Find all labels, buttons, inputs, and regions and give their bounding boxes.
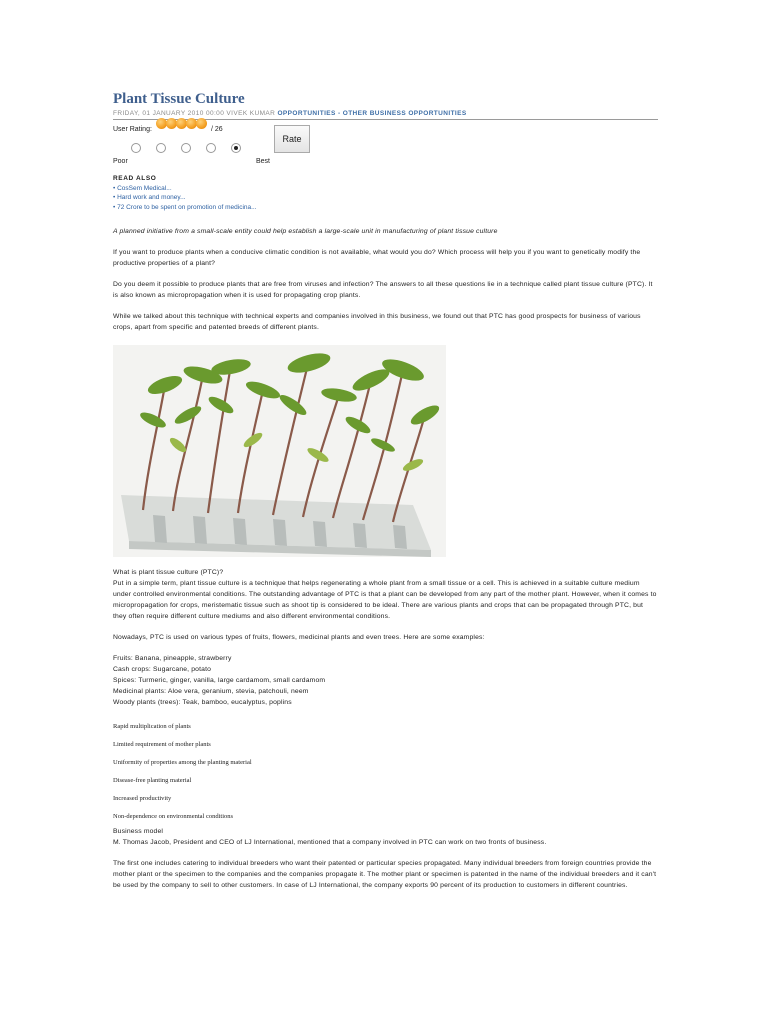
rating-radio-2[interactable] [156,143,166,153]
read-also-link[interactable]: • 72 Crore to be spent on promotion of medicina... [113,203,257,211]
examples-list [113,653,658,708]
rating-stars [156,118,206,129]
section-heading: Business model [113,828,164,835]
list-item: Fruits: Banana, pineapple, strawberry [113,655,232,662]
paragraph: If you want to produce plants when a conducive climatic condition is not available, what would you do? Which process will help you if you want to genetically modify the productive properties of a plant? [113,249,641,267]
list-item: Cash crops: Sugarcane, potato [113,666,212,673]
list-item: Disease-free planting material [113,777,192,784]
list-item: Medicinal plants: Aloe vera, geranium, stevia, patchouli, neem [113,688,309,695]
date-author: FRIDAY, 01 JANUARY 2010 00:00 VIVEK KUMAR [113,110,276,117]
category-link[interactable]: OPPORTUNITIES - OTHER BUSINESS OPPORTUNITIES [277,110,467,117]
read-also-link[interactable]: • Hard work and money... [113,194,186,201]
list-item: Non-dependence on environmental conditions [113,813,234,820]
list-item: Limited requirement of mother plants [113,741,211,748]
article-title: Plant Tissue Culture [113,91,245,107]
rating-radio-5[interactable] [231,143,241,153]
list-item: Rapid multiplication of plants [113,723,191,730]
rating-options [131,143,241,153]
lead-paragraph: A planned initiative from a small-scale entity could help establish a large-scale unit in manufacturing of plant tissue culture [113,228,498,235]
read-also-link[interactable]: • CosSem Medical... [113,184,172,192]
list-item: Uniformity of properties among the planting material [113,759,252,766]
plant-seedlings-image [113,345,446,557]
section-heading: What is plant tissue culture (PTC)? [113,569,224,576]
read-also-heading: READ ALSO [113,175,157,182]
paragraph: Nowadays, PTC is used on various types of fruits, flowers, medicinal plants and even trees. Here are some examples: [113,634,485,641]
star-icon [196,118,207,129]
rating-count: / 26 [211,126,223,133]
rating-label: User Rating: [113,126,152,133]
rating-radio-1[interactable] [131,143,141,153]
paragraph: Put in a simple term, plant tissue culture is a technique that helps regenerating a whole plant from a small tissue or a cell. This is achieved in a suitable culture medium under controlled environmental conditions. The outstanding advantage of PTC is that a plant can be developed from any part of the mother plant. However, when it comes to micropropagation for crops, meristematic tissue such as shoot tip is considered to be ideal. There are various plants and crops that can be propagated through PTC, but they often require different culture mediums and also different environmental conditions. [113,580,657,620]
best-label: Best [256,158,271,165]
list-item: Woody plants (trees): Teak, bamboo, eucalyptus, poplins [113,699,292,706]
rating-radio-4[interactable] [206,143,216,153]
list-item: Increased productivity [113,795,172,802]
rating-widget [113,124,658,174]
rate-button[interactable]: Rate [274,125,310,153]
list-item: Spices: Turmeric, ginger, vanilla, large cardamom, small cardamom [113,677,326,684]
read-also [113,174,658,212]
benefits-list [113,722,658,821]
paragraph: The first one includes catering to individual breeders who want their patented or particular species propagated. Many individual breeders from foreign countries provide the mother plant or the specimen to the companies and the companies propagate it. The mother plant or specimen is patented in the name of the individual breeders and it can't be used by the company to sell to other customers. In case of LJ International, the company exports 90 percent of its production to customers in different countries. [113,860,657,889]
article [113,90,658,891]
poor-label: Poor [113,158,128,165]
paragraph: Do you deem it possible to produce plants that are free from viruses and infection? The answers to all these questions lie in a technique called plant tissue culture (PTC). It is also known as micropropagation when it is used for propagating crop plants. [113,281,653,299]
paragraph: M. Thomas Jacob, President and CEO of LJ International, mentioned that a company involved in PTC can work on two fronts of business. [113,839,547,846]
paragraph: While we talked about this technique with technical experts and companies involved in this business, we found out that PTC has good prospects for business of various crops, apart from specific and patented breeds of different plants. [113,313,641,331]
rating-radio-3[interactable] [181,143,191,153]
